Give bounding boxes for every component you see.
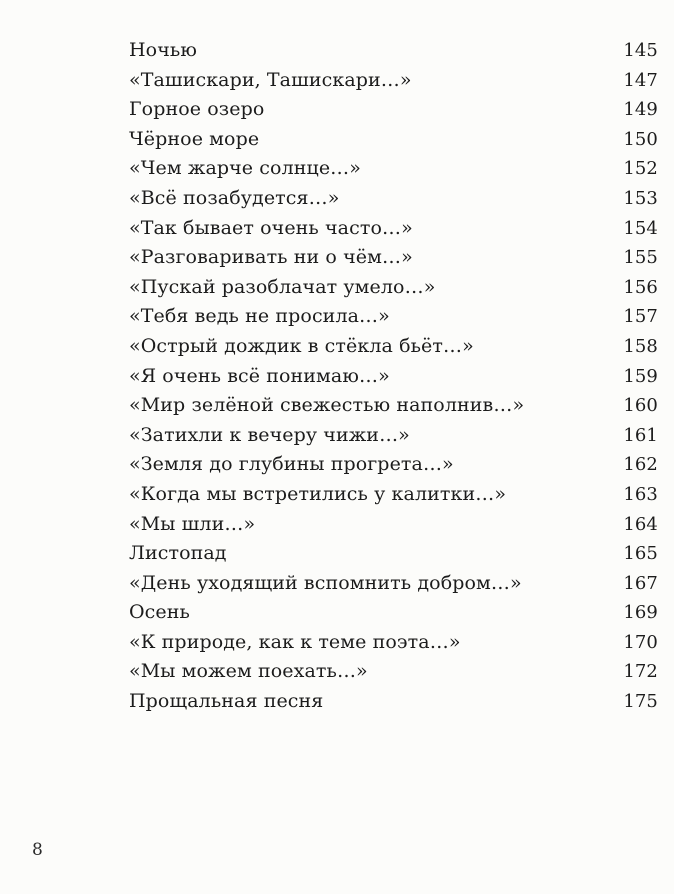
toc-entry	[129, 569, 658, 599]
toc-entry	[129, 302, 658, 332]
toc-entry-page: 147	[623, 69, 658, 91]
toc-entry-title: «Когда мы встретились у калитки…»	[129, 482, 507, 505]
toc-entry	[129, 243, 658, 273]
toc-entry-title: «Пускай разоблачат умело…»	[129, 275, 436, 298]
toc-entry-title: «Чем жарче солнце…»	[129, 157, 361, 180]
toc-entry-page: 162	[623, 454, 658, 476]
toc-entry-title: «К природе, как к теме поэта…»	[129, 630, 461, 653]
toc-entry-page: 154	[623, 217, 658, 239]
toc-entry-page: 149	[623, 99, 658, 121]
toc-entry-page: 172	[623, 661, 658, 683]
toc-entry-title: «Мы шли…»	[129, 512, 256, 535]
toc-entry	[129, 154, 658, 184]
toc-entry-title: «День уходящий вспомнить добром…»	[129, 571, 522, 594]
toc-entry-page: 158	[623, 335, 658, 357]
toc-entry-page: 170	[623, 631, 658, 653]
toc-entry	[129, 273, 658, 303]
toc-entry	[129, 125, 658, 155]
toc-entry-title: Прощальная песня	[129, 690, 324, 713]
toc-entry-title: Листопад	[129, 542, 227, 565]
toc-entry-page: 157	[623, 306, 658, 328]
toc-entry-page: 153	[623, 187, 658, 209]
toc-entry-page: 167	[623, 572, 658, 594]
toc-entry	[129, 628, 658, 658]
toc-entry	[129, 36, 658, 66]
toc-entry-title: «Мы можем поехать…»	[129, 660, 368, 683]
toc-entry-page: 145	[623, 40, 658, 61]
toc-entry	[129, 332, 658, 362]
toc-entry-page: 150	[623, 128, 658, 150]
toc-entry	[129, 450, 658, 480]
toc-entry-page: 159	[623, 365, 658, 387]
toc-entry-title: Горное озеро	[129, 98, 265, 121]
toc-entry	[129, 598, 658, 628]
toc-entry	[129, 539, 658, 569]
toc-entry-title: «Всё позабудется…»	[129, 186, 340, 209]
toc-entry-title: «Земля до глубины прогрета…»	[129, 453, 454, 476]
toc-entry-page: 169	[623, 602, 658, 624]
toc-entry-page: 156	[623, 276, 658, 298]
toc-entry	[129, 657, 658, 687]
toc-entry-title: «Острый дождик в стёкла бьёт…»	[129, 334, 474, 357]
toc-entry	[129, 214, 658, 244]
toc-entry	[129, 95, 658, 125]
toc-entry-title: «Ташискари, Ташискари…»	[129, 68, 412, 91]
toc-entry-title: «Затихли к вечеру чижи…»	[129, 423, 410, 446]
toc-entry-title: «Тебя ведь не просила…»	[129, 305, 390, 328]
toc-entry	[129, 362, 658, 392]
toc-entry-page: 175	[623, 691, 658, 713]
toc-entry-page: 160	[623, 395, 658, 417]
toc-entry-title: Ночью	[129, 39, 197, 61]
toc-entry	[129, 510, 658, 540]
toc-entry-page: 161	[623, 424, 658, 446]
toc-entry-title: «Так бывает очень часто…»	[129, 216, 413, 239]
page-number: 8	[32, 840, 43, 860]
toc-entry-page: 164	[623, 513, 658, 535]
toc-entry-title: «Мир зелёной свежестью наполнив…»	[129, 394, 525, 417]
toc-entry-title: Чёрное море	[129, 127, 260, 150]
toc-entry-page: 155	[623, 247, 658, 269]
toc-entry	[129, 391, 658, 421]
toc-entry	[129, 480, 658, 510]
table-of-contents	[129, 36, 658, 717]
toc-entry-page: 163	[623, 483, 658, 505]
toc-entry-title: «Я очень всё понимаю…»	[129, 364, 390, 387]
toc-entry-title: «Разговаривать ни о чём…»	[129, 246, 413, 269]
toc-entry-page: 165	[623, 543, 658, 565]
toc-entry	[129, 687, 658, 717]
toc-entry	[129, 66, 658, 96]
toc-entry-page: 152	[623, 158, 658, 180]
toc-entry	[129, 421, 658, 451]
toc-entry	[129, 184, 658, 214]
toc-entry-title: Осень	[129, 601, 190, 624]
